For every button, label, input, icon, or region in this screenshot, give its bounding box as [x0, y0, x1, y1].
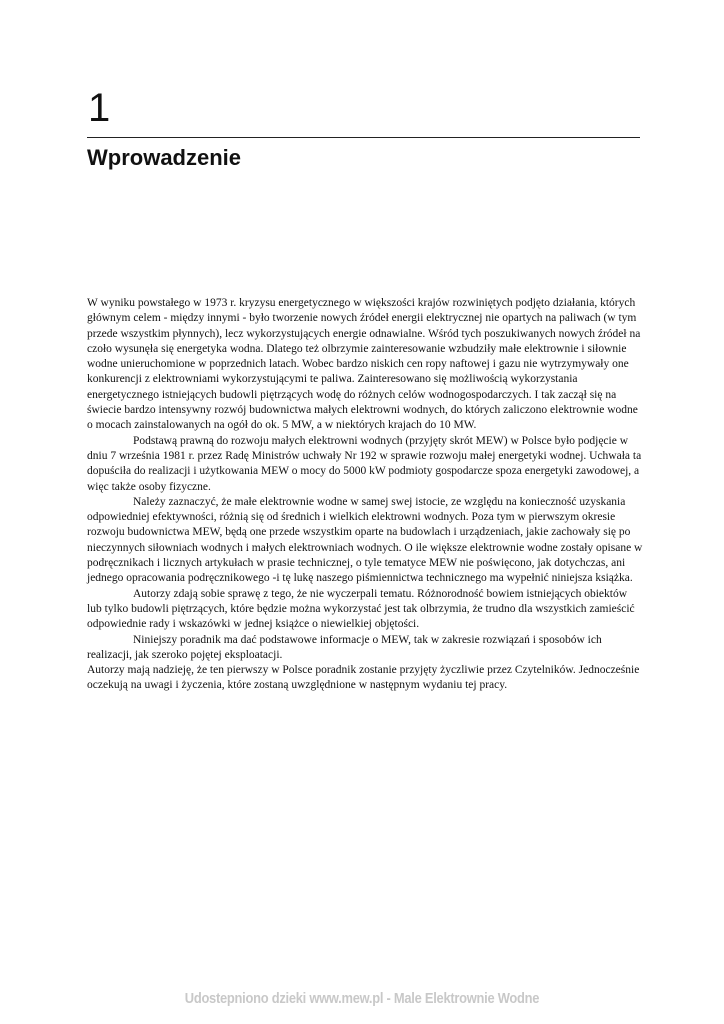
- chapter-title: Wprowadzenie: [87, 145, 242, 170]
- chapter-number: 1: [88, 86, 111, 130]
- paragraph: Niniejszy poradnik ma dać podstawowe informacje o MEW, tak w zakresie rozwiązań i sposobów ich realizacji, jak szeroko pojętej eksploatacji.: [87, 633, 602, 661]
- paragraph: Należy zaznaczyć, że małe elektrownie wodne w samej swej istocie, ze względu na konieczność uzyskania odpowiedniej efektywności, różnią się od średnich i wielkich elektrowni wodnych. Poza tym w pierwszym okresie rozwoju budownictwa MEW, będą one przede wszystkim oparte na budowlach i urządzeniach, jakie zachowały się po nieczynnych siłowniach wodnych i małych elektrowniach wodnych. O ile większe elektrownie wodne zostały opisane w podręcznikach i licznych artykułach w prasie technicznej, o tyle tematyce MEW nie poświęcono, jak dotychczas, ani jednego opracowania podręcznikowego -i tę lukę naszego piśmiennictwa technicznego ma wypełnić niniejsza książka.: [87, 495, 643, 585]
- footer-watermark: Udostepniono dzieki www.mew.pl - Male Elektrownie Wodne: [184, 990, 540, 1007]
- paragraph: Autorzy mają nadzieję, że ten pierwszy w Polsce poradnik zostanie przyjęty życzliwie przez Czytelników. Jednocześnie oczekują na uwagi i życzenia, które zostaną uwzględnione w następnym wydaniu tej pracy.: [87, 664, 640, 692]
- paragraph: Podstawą prawną do rozwoju małych elektrowni wodnych (przyjęty skrót MEW) w Polsce było podjęcie w dniu 7 września 1981 r. przez Radę Ministrów uchwały Nr 192 w sprawie rozwoju małej energetyki wodnej. Uchwała ta dopuściła do realizacji i użytkowania MEW o mocy do 5000 kW podmioty gospodarcze spoza energetyki zawodowej, a więc także osoby fizyczne.: [87, 434, 642, 493]
- paragraph: Autorzy zdają sobie sprawę z tego, że nie wyczerpali tematu. Różnorodność bowiem istniejących obiektów lub tylko budowli piętrzących, które będzie można wykorzystać jest tak olbrzymia, że trudno dla wszystkich zamieścić odpowiednie rady i wskazówki w jednej książce o niewielkiej objętości.: [87, 587, 635, 631]
- chapter-body: [87, 296, 643, 694]
- chapter-divider: [87, 137, 640, 138]
- paragraph: W wyniku powstałego w 1973 r. kryzysu energetycznego w większości krajów rozwiniętych podjęto działania, których głównym celem - między innymi - było tworzenie nowych źródeł energii elektrycznej nie opartych na paliwach (w tym przede wszystkim płynnych), lecz wykorzystujących energie odnawialne. Wśród tych poszukiwanych nowych źródeł na czoło wysunęła się energetyka wodna. Dlatego też olbrzymie zainteresowanie wzbudziły małe elektrownie i siłownie wodne unieruchomione w poprzednich latach. Wobec bardzo niskich cen ropy naftowej i gazu nie wytrzymywały one konkurencji z elektrowniami wykorzystującymi te paliwa. Zainteresowano się możliwością wykorzystania energetycznego istniejących budowli piętrzących wodę do różnych celów wodnogospodarczych. I tak zaczął się na świecie bardzo intensywny rozwój budownictwa małych elektrowni wodnych, do których zaliczono elektrownie wodne o mocach zainstalowanych na ogół do ok. 5 MW, a w niektórych krajach do 10 MW.: [87, 297, 641, 432]
